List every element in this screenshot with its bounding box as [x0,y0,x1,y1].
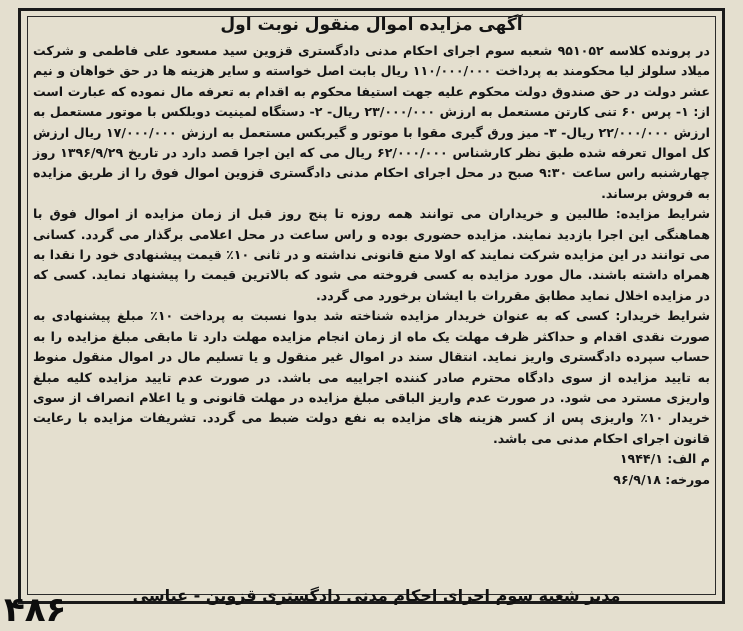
notice-date: مورخه: ۹۶/۹/۱۸ [613,471,710,487]
stamp-number: ۴۸۶ [4,590,67,630]
buyer-conditions-paragraph: شرایط خریدار: کسی که به عنوان خریدار مزایده شناخته شد بدوا نسبت به پرداخت ۱۰٪ مبلغ پیشنهادی به صورت نقدی اقدام و حداکثر ظرف مهلت یک ماه از زمان انجام مزایده مهلت دارد تا مابقی مبلغ مزایده را به حساب سپرده دادگستری واریز نماید. انتقال سند در اموال غیر منقول و یا تسلیم مال در اموال منقول منوط به تایید مزایده از سوی دادگاه محترم صادر کننده اجراییه می باشد. در صورت عدم تایید مزایده کلیه مبلغ واریزی مسترد می شود. در صورت عدم واریز الباقی مبلغ مزایده در مهلت قانونی و یا اعلام انصراف از سوی خریدار ۱۰٪ واریزی پس از کسر هزینه های مزایده به نفع دولت ضبط می گردد. تشریفات مزایده با رعایت قانون اجرای احکام مدنی می باشد. [33,308,710,446]
notice-body [33,41,710,490]
notice-border [18,8,725,604]
notice-title: آگهی مزایده اموال منقول نوبت اول [220,15,523,35]
auction-conditions-paragraph: شرایط مزایده: طالبین و خریداران می توانند همه روزه تا پنج روز قبل از زمان مزایده از اموال فوق با هماهنگی این اجرا بازدید نمایند. مزایده حضوری بوده و راس ساعت در محل اعلامی برگذار می گردد. کسانی می توانند در این مزایده شرکت نمایند که اولا منع قانونی نداشته و در ثانی ۱۰٪ قیمت پیشنهادی خود را نقدا به همراه داشته باشند. مال مورد مزایده به کسی فروخته می شود که بالاترین قیمت را پیشنهاد نماید. کسی که در مزایده اخلال نماید مطابق مقررات با ایشان برخورد می گردد. [33,206,710,303]
notice-paragraph-main: در پرونده کلاسه ۹۵۱۰۵۲ شعبه سوم اجرای احکام مدنی دادگستری قزوین سید مسعود علی فاطمی و شرکت میلاد سلولز لیا محکومند به پرداخت ۱۱۰/۰۰۰/۰۰۰ ریال بابت اصل خواسته و سایر هزینه ها در حق خواهان و نیم عشر دولت در حق صندوق دولت محکوم علیه جهت استیفا محکوم به اقدام به تعرفه مال نموده که عبارت است از: ۱- پرس ۶۰ تنی کارتن مستعمل به ارزش ۲۳/۰۰۰/۰۰۰ ریال- ۲- دستگاه لمینیت دوبلکس با موتور مستعمل به ارزش ۲۲/۰۰۰/۰۰۰ ریال- ۳- میز ورق گیری مقوا با موتور و گیربکس مستعمل به ارزش ۱۷/۰۰۰/۰۰۰ ریال ارزش کل اموال تعرفه شده طبق نظر کارشناس ۶۲/۰۰۰/۰۰۰ ریال می که این اجرا قصد دارد در تاریخ ۱۳۹۶/۹/۲۹ روز چهارشنبه راس ساعت ۹:۳۰ صبح در محل اجرای احکام مدنی دادگستری قزوین اموال فوق را از طریق مزایده به فروش برساند. [33,43,711,201]
reference-number: م الف: ۱۹۴۴/۱ [619,451,710,467]
signature-line: مدیر شعبه سوم اجرای احکام مدنی دادگستری قزوین - عباسی [132,586,621,605]
